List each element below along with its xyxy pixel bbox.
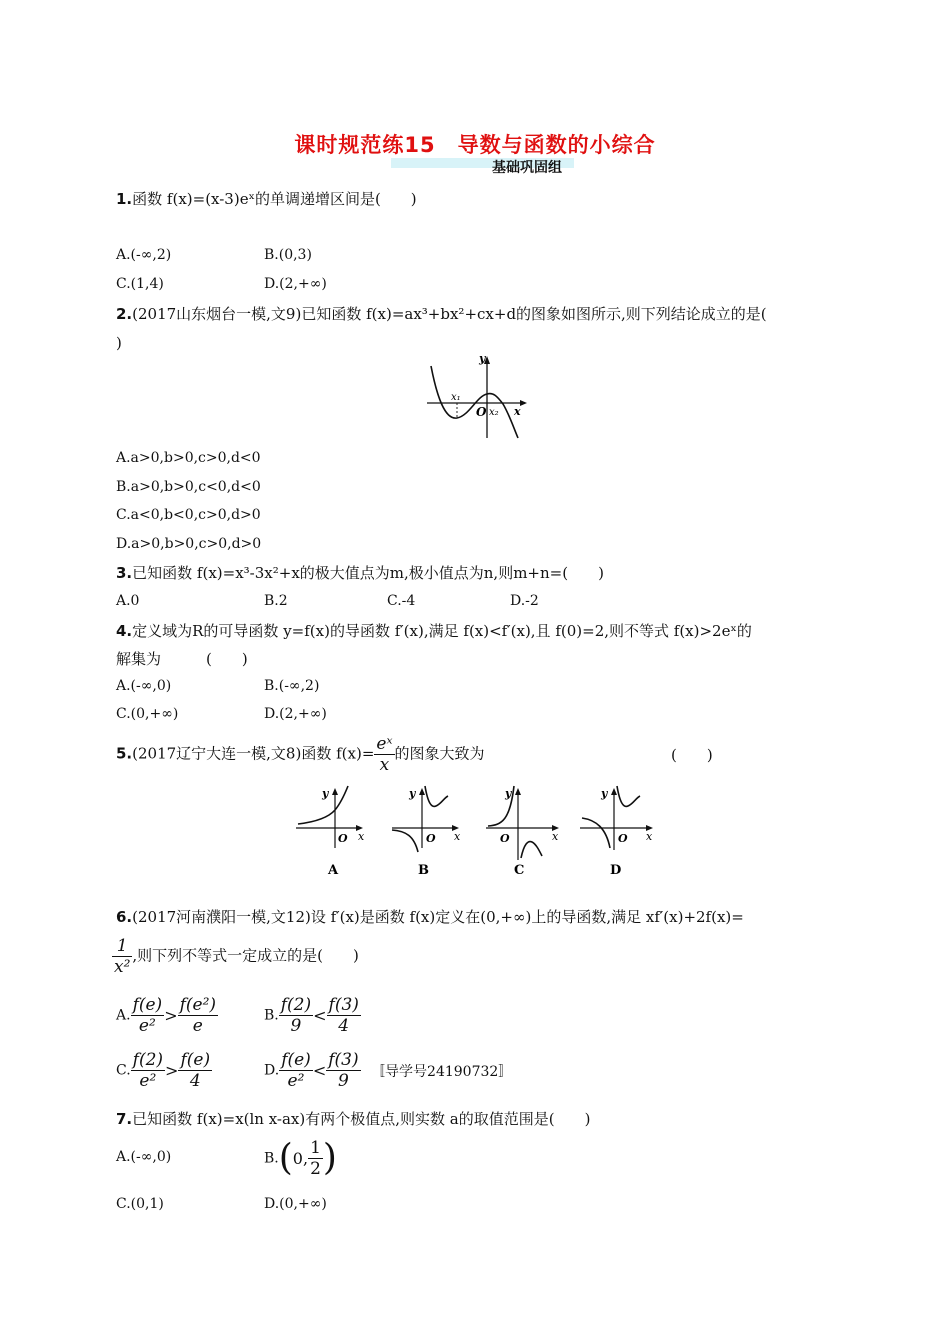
- q6-option-b: B. $\frac{f(2)}{9}$ < $\frac{f(3)}{4}$: [264, 995, 359, 1036]
- question-2: [116, 303, 767, 325]
- q4-option-b: B.(-∞,2): [264, 678, 320, 694]
- question-number: 1.: [116, 190, 133, 208]
- fraction: [374, 734, 394, 775]
- question-6-cont: [112, 936, 359, 977]
- q6-option-c: C. $\frac{f(2)}{\text{e²}}$ > $\frac{f(e)}{4}$: [116, 1050, 211, 1091]
- q7-option-b: B.(0, $\frac{1}{2}$ ): [264, 1137, 337, 1179]
- x2-label: x₂: [489, 407, 499, 418]
- graph-c: [486, 786, 559, 878]
- fraction-denominator: x²: [114, 957, 131, 977]
- cubic-graph: [425, 352, 530, 442]
- question-2-cont: ): [116, 334, 122, 352]
- question-number: 7.: [116, 1110, 133, 1128]
- origin-label: O: [476, 405, 487, 419]
- q3-option-b: B.2: [264, 593, 288, 609]
- q1-option-a: A.(-∞,2): [116, 247, 172, 263]
- svg-text:x: x: [552, 830, 559, 843]
- q5-graphs: [290, 782, 670, 882]
- svg-text:y: y: [505, 787, 512, 800]
- fraction: [112, 936, 132, 977]
- reference-number: 〚导学号24190732〛: [371, 1063, 513, 1080]
- fraction-numerator: 1: [112, 936, 132, 957]
- fraction-numerator: eˣ: [376, 734, 393, 754]
- question-7: [116, 1108, 590, 1130]
- question-text-post: 的图象大致为: [394, 744, 485, 763]
- question-text: (2017山东烟台一模,文9)已知函数 f(x)=ax³+bx²+cx+d的图象如图所示,则下列结论成立的是(: [132, 305, 767, 323]
- q1-option-d: D.(2,+∞): [264, 276, 327, 292]
- fraction-denominator: x: [379, 755, 390, 775]
- question-text: 函数 f(x)=(x-3)eˣ的单调递增区间是( ): [132, 190, 417, 208]
- q1-option-c: C.(1,4): [116, 276, 164, 292]
- answer-paren: ( ): [671, 746, 713, 764]
- cubic-curve: [431, 366, 518, 438]
- q7-option-d: D.(0,+∞): [264, 1196, 327, 1212]
- page-title: 课时规范练15 导数与函数的小综合: [294, 133, 656, 157]
- y-label: y: [479, 352, 486, 365]
- svg-text:O: O: [338, 832, 348, 845]
- graph-label-d: D: [610, 863, 622, 878]
- question-number: 2.: [116, 305, 133, 323]
- q2-option-c: C.a<0,b<0,c>0,d>0: [116, 507, 261, 523]
- svg-text:O: O: [426, 832, 436, 845]
- svg-text:x: x: [646, 830, 653, 843]
- x-axis-arrow: [520, 400, 527, 406]
- q7-option-a: A.(-∞,0): [116, 1149, 172, 1165]
- question-4-cont: 解集为 ( ): [116, 650, 248, 668]
- q3-option-d: D.-2: [510, 593, 539, 609]
- question-text: 定义域为R的可导函数 y=f(x)的导函数 f′(x),满足 f(x)<f′(x),且 f(0)=2,则不等式 f(x)>2eˣ的: [132, 622, 752, 640]
- question-5: [116, 734, 485, 775]
- q2-option-a: A.a>0,b>0,c>0,d<0: [116, 450, 261, 466]
- question-text: (2017河南濮阳一模,文12)设 f′(x)是函数 f(x)定义在(0,+∞)上的导函数,满足 xf′(x)+2f(x)=: [132, 908, 744, 926]
- question-text: 已知函数 f(x)=x³-3x²+x的极大值点为m,极小值点为n,则m+n=( ): [132, 564, 604, 582]
- graph-d: [580, 786, 653, 878]
- q4-option-d: D.(2,+∞): [264, 706, 327, 722]
- graph-label-b: B: [418, 863, 429, 878]
- q1-option-b: B.(0,3): [264, 247, 312, 263]
- q2-option-b: B.a>0,b>0,c<0,d<0: [116, 479, 261, 495]
- graph-label-c: C: [514, 863, 525, 878]
- question-text-cont: ,则下列不等式一定成立的是( ): [132, 946, 359, 965]
- svg-text:x: x: [454, 830, 461, 843]
- svg-text:O: O: [500, 832, 510, 845]
- graph-label-a: A: [328, 863, 339, 878]
- x1-label: x₁: [451, 392, 461, 403]
- q4-option-a: A.(-∞,0): [116, 678, 172, 694]
- svg-text:x: x: [358, 830, 365, 843]
- svg-text:O: O: [618, 832, 628, 845]
- question-1: [116, 188, 417, 210]
- question-text: 已知函数 f(x)=x(ln x-ax)有两个极值点,则实数 a的取值范围是( ): [132, 1110, 591, 1128]
- q6-option-d: D. $\frac{f(e)}{\text{e²}}$ < $\frac{f(3)}{9}$ 〚导学号24190732〛: [264, 1050, 513, 1091]
- q7-option-c: C.(0,1): [116, 1196, 164, 1212]
- question-3: [116, 562, 604, 584]
- question-number: 4.: [116, 622, 133, 640]
- question-number: 5.: [116, 744, 133, 763]
- question-number: 3.: [116, 564, 133, 582]
- q4-option-c: C.(0,+∞): [116, 706, 179, 722]
- question-4: [116, 620, 752, 642]
- q6-option-a: A. $\frac{f(e)}{\text{e²}}$ > $\frac{\text{f(e²)}}{e}$: [116, 995, 217, 1036]
- svg-text:y: y: [322, 787, 329, 800]
- x-label: x: [514, 405, 521, 418]
- q2-option-d: D.a>0,b>0,c>0,d>0: [116, 536, 262, 552]
- question-6: [116, 906, 744, 928]
- q3-option-a: A.0: [116, 593, 140, 609]
- svg-text:y: y: [409, 787, 416, 800]
- svg-text:y: y: [601, 787, 608, 800]
- question-number: 6.: [116, 908, 133, 926]
- q3-option-c: C.-4: [387, 593, 416, 609]
- graph-b: [392, 786, 461, 878]
- graph-a: [296, 786, 365, 878]
- question-text: (2017辽宁大连一模,文8)函数 f(x)=: [132, 744, 375, 763]
- section-subtitle: 基础巩固组: [492, 160, 562, 176]
